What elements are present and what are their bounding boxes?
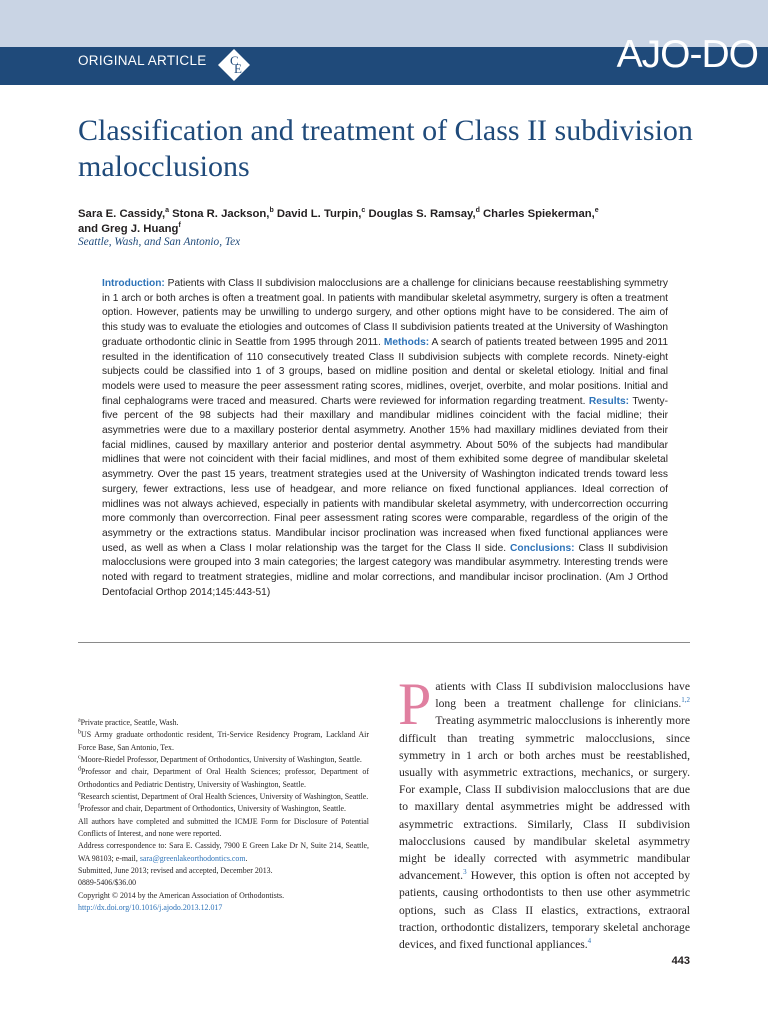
author-affiliation-mark: f — [178, 222, 181, 230]
footnote-affiliation: $^b$US Army graduate orthodontic resident, Tri-Service Residency Program, Lackland Air Force Base, San Antonio, Tex. — [78, 729, 369, 752]
abstract-methods-label: Methods: — [383, 336, 430, 348]
author-list — [78, 207, 698, 237]
drop-cap: P — [398, 671, 432, 737]
footnote-affiliation: $^e$Research scientist, Department of Oral Health Sciences, University of Washington, Seattle. — [78, 791, 369, 802]
author-affiliation-mark: d — [475, 207, 480, 215]
journal-logo: AJO-DO — [616, 33, 758, 76]
abstract-conclusions-text: Class II subdivision malocclusions were grouped into 3 main categories; the largest category was mandibular asymmetry. Interesting trends were noted with regard to treatment strategies, midline and molar corrections, and mandibular incisor proclination. (Am J Orthod Dentofacial Orthop 2014;145:443-51) — [102, 542, 668, 598]
footnote-affiliation: $^a$Private practice, Seattle, Wash. — [78, 717, 179, 727]
author-affiliation-mark: a — [165, 207, 169, 215]
abstract-methods-text: A search of patients treated between 1995 and 2011 resulted in the identification of 110 consecutively treated Class II subdivision subjects with complete records. Ninety-eight subjects could be classified into 1 of 3 groups, based on midline position and dental or skeletal etiology. Initial and final models were used to measure the peer assessment rating scores, midlines, overjet, overbite, and molar positions. Initial and final cephalograms were traced and measured. Charts were reviewed for information regarding treatment. — [102, 336, 668, 407]
reference-link[interactable]: 4 — [587, 937, 592, 946]
author-location: Seattle, Wash, and San Antonio, Tex — [78, 236, 241, 248]
body-text: atients with Class II subdivision malocclusions have long been a treatment challenge for clinicians. — [435, 680, 690, 711]
correspondence-email-link[interactable]: sara@greenlakeorthodontics.com — [139, 853, 246, 863]
author-affiliation-mark: e — [594, 207, 599, 215]
section-label: ORIGINAL ARTICLE — [78, 53, 207, 68]
page-number: 443 — [671, 955, 690, 967]
author-name: Charles Spiekerman, — [483, 208, 595, 220]
author-name: David L. Turpin, — [276, 208, 362, 220]
ce-badge-letter-e: E — [234, 61, 242, 76]
body-text: However, this option is often not accepted by patients, causing orthodontists to then use other asymmetric options, such as Class II elastics, extractions, extraoral traction, orthodontic distalizers, temporary skeletal anchorage devices, and fixed functional appliances. — [399, 869, 690, 952]
body-text-column — [398, 671, 690, 953]
abstract-divider — [78, 642, 690, 643]
author-name: Douglas S. Ramsay, — [368, 208, 476, 220]
author-name: and Greg J. Huang — [78, 223, 179, 235]
article-title: Classification and treatment of Class II subdivision malocclusions — [78, 114, 693, 183]
footnote-affiliation: $^c$Moore-Riedel Professor, Department of Orthodontics, University of Washington, Seattle. — [78, 754, 362, 765]
footnote-copyright: Copyright © 2014 by the American Association of Orthodontists. — [78, 890, 285, 900]
body-text: Treating asymmetric malocclusions is inherently more difficult than treating symmetric malocclusions, since symmetry in 1 arch or both arches must be reestablished, usually with asymmetric extractions, mechanics, or surgery. For example, Class II subdivision malocclusions that are due to maxillary dental asymmetries might be addressed with asymmetric extractions. Similarly, Class II subdivision malocclusions caused by mandibular skeletal asymmetry might be ideally corrected with asymmetric mandibular advancement. — [399, 714, 690, 883]
footnotes — [78, 717, 369, 915]
footnote-affiliation: $^f$Professor and chair, Department of Orthodontics, University of Washington, Seattle. — [78, 803, 347, 814]
author-name: Sara E. Cassidy, — [78, 208, 166, 220]
abstract-introduction-text: Patients with Class II subdivision malocclusions are a challenge for clinicians because reestablishing symmetry in 1 arch or both arches is often a treatment goal. In patients with mandibular skeletal asymmetry, surgery is often a treatment option. However, patients may be unwilling to undergo surgery, and other options might have to be considered. The aim of this study was to evaluate the etiologies and outcomes of Class II subdivision patients treated at the University of Washington graduate orthodontic clinic in Seattle from 1995 through 2011. — [102, 278, 668, 348]
footnote-submitted: Submitted, June 2013; revised and accepted, December 2013. — [78, 866, 273, 876]
footnote-disclosure: All authors have completed and submitted the ICMJE Form for Disclosure of Potential Conflicts of Interest, and none were reported. — [78, 816, 369, 839]
footnote-affiliation: $^d$Professor and chair, Department of Oral Health Sciences; professor, Department of Orthodontics and Pediatric Dentistry, University of Washington, Seattle. — [78, 766, 369, 789]
abstract-conclusions-label: Conclusions: — [510, 542, 575, 554]
abstract — [102, 277, 668, 600]
reference-link[interactable]: 1,2 — [681, 696, 690, 705]
continuing-education-badge-icon — [217, 48, 251, 82]
reference-link[interactable]: 3 — [463, 868, 467, 877]
doi-link[interactable]: http://dx.doi.org/10.1016/j.ajodo.2013.12.017 — [78, 903, 223, 913]
footnote-issn: 0889-5406/$36.00 — [78, 878, 137, 888]
abstract-introduction-label: Introduction: — [102, 278, 165, 289]
footnote-correspondence: Address correspondence to: Sara E. Cassidy, 7900 E Green Lake Dr N, Suite 214, Seattle, WA 98103; e-mail, sara@greenlakeorthodontics.com. — [78, 841, 369, 863]
author-name: Stona R. Jackson, — [172, 208, 270, 220]
author-affiliation-mark: c — [361, 207, 366, 215]
ce-badge-letter-c: C — [230, 53, 239, 68]
author-affiliation-mark: b — [269, 207, 274, 215]
abstract-results-text: Twenty-five percent of the 98 subjects had their maxillary and mandibular midlines coincident with the facial midline; their asymmetries were due to a maxillary posterior dental asymmetry. Another 15% had maxillary midlines deviated from their facial midlines, caused by maxillary anterior and posterior dental asymmetry. About 50% of the subjects had mandibular midlines that were not coincident with their facial midlines, and most of them exhibited some degree of mandibular skeletal asymmetry. Over the past 15 years, treatment strategies used at the University of Washington indicated trends toward less surgery, fewer extractions, less use of headgear, and more reliance on fixed functional appliances. Ideal correction of midlines was not always achieved, especially in patients with mandibular skeletal asymmetry, with undercorrection occurring more commonly than overcorrection. Final peer assessment rating scores were comparable, regardless of the origin of the asymmetry or the extractions status. Mandibular incisor proclination was increased when fixed functional appliances were used, as well as when a Class I molar relationship was the target for the Class II side. — [102, 395, 668, 554]
abstract-results-label: Results: — [588, 395, 630, 407]
